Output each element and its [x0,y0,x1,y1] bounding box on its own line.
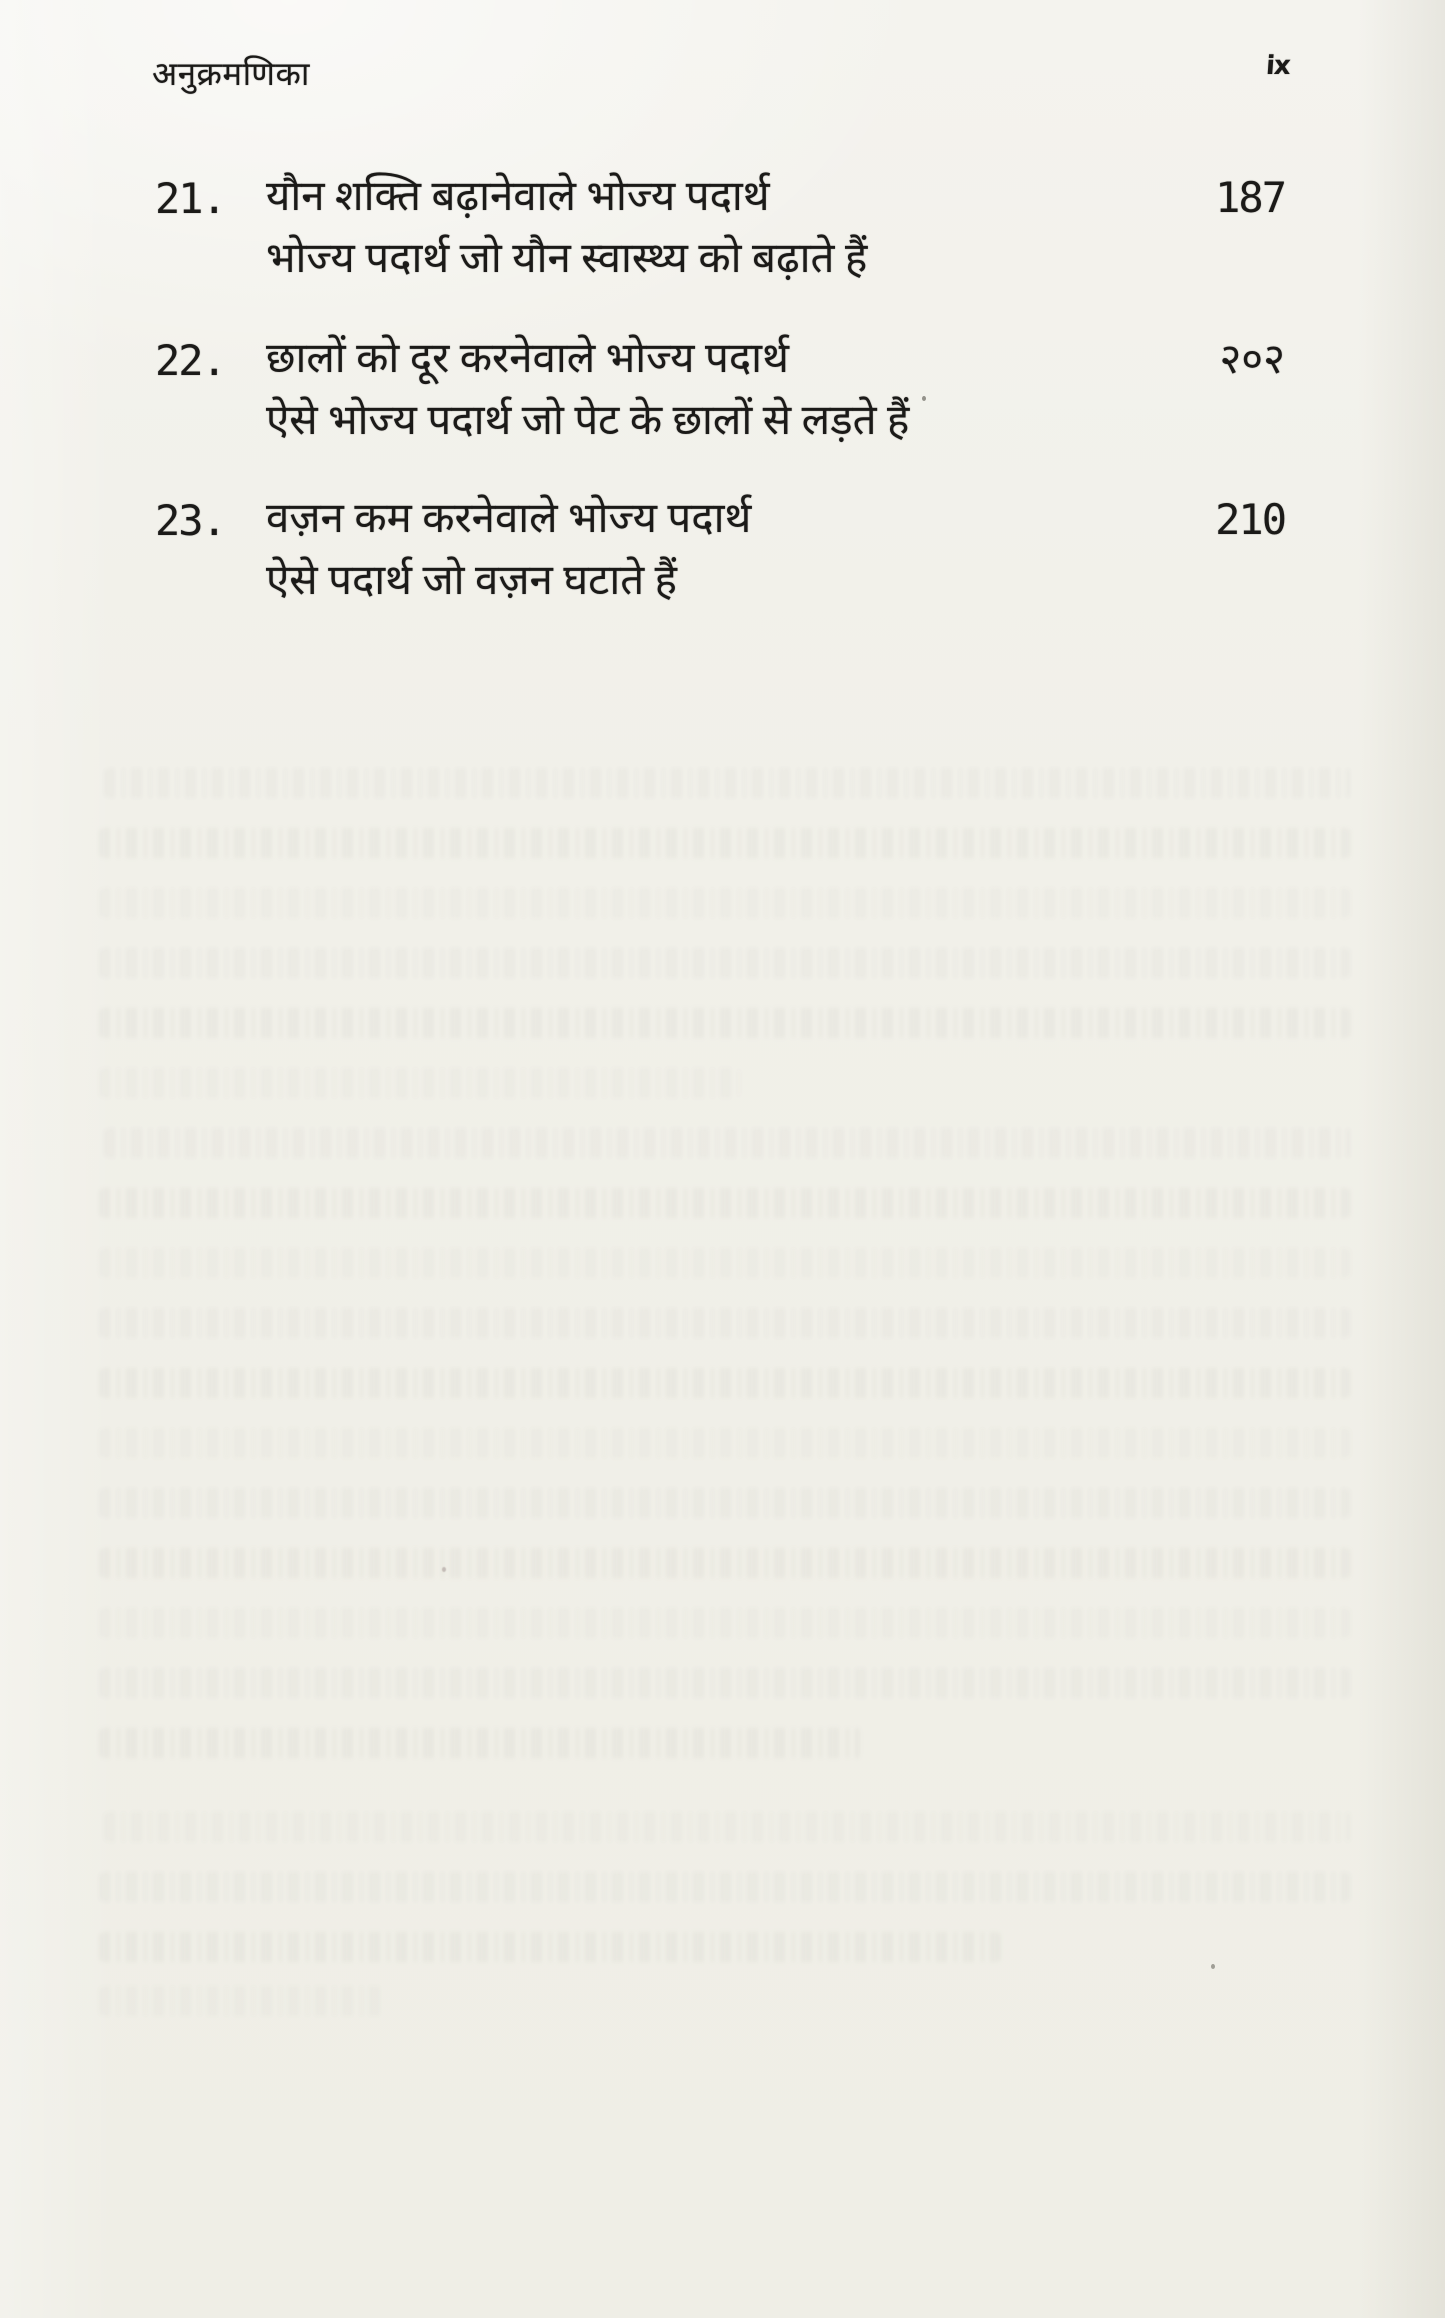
toc-entry-page: 187 [1215,173,1285,222]
toc-entry-number: 21. [155,174,225,223]
toc-entry-number: 23. [155,496,225,545]
toc-entry-subtitle: ऐसे भोज्य पदार्थ जो पेट के छालों से लड़ते हैं [266,398,910,444]
toc-entry-subtitle: भोज्य पदार्थ जो यौन स्वास्थ्य को बढ़ाते हैं [266,236,868,282]
toc-entry-title: छालों को दूर करनेवाले भोज्य पदार्थ [266,336,789,382]
page-number: ix [1264,51,1291,81]
toc-entry-title: यौन शक्ति बढ़ानेवाले भोज्य पदार्थ [266,174,770,220]
toc-entry-number: 22. [155,336,225,385]
toc-entry-title: वज़न कम करनेवाले भोज्य पदार्थ [266,496,752,542]
paper-specks [0,0,1,1]
page-title: अनुक्रमणिका [152,57,310,93]
toc-entry [0,172,1445,322]
toc-entry [0,494,1445,644]
toc-entry-page: २०२ [1219,337,1285,383]
toc-entry-subtitle: ऐसे पदार्थ जो वज़न घटाते हैं [266,558,677,604]
toc-entry-page: 210 [1215,495,1285,544]
toc-entry [0,334,1445,484]
